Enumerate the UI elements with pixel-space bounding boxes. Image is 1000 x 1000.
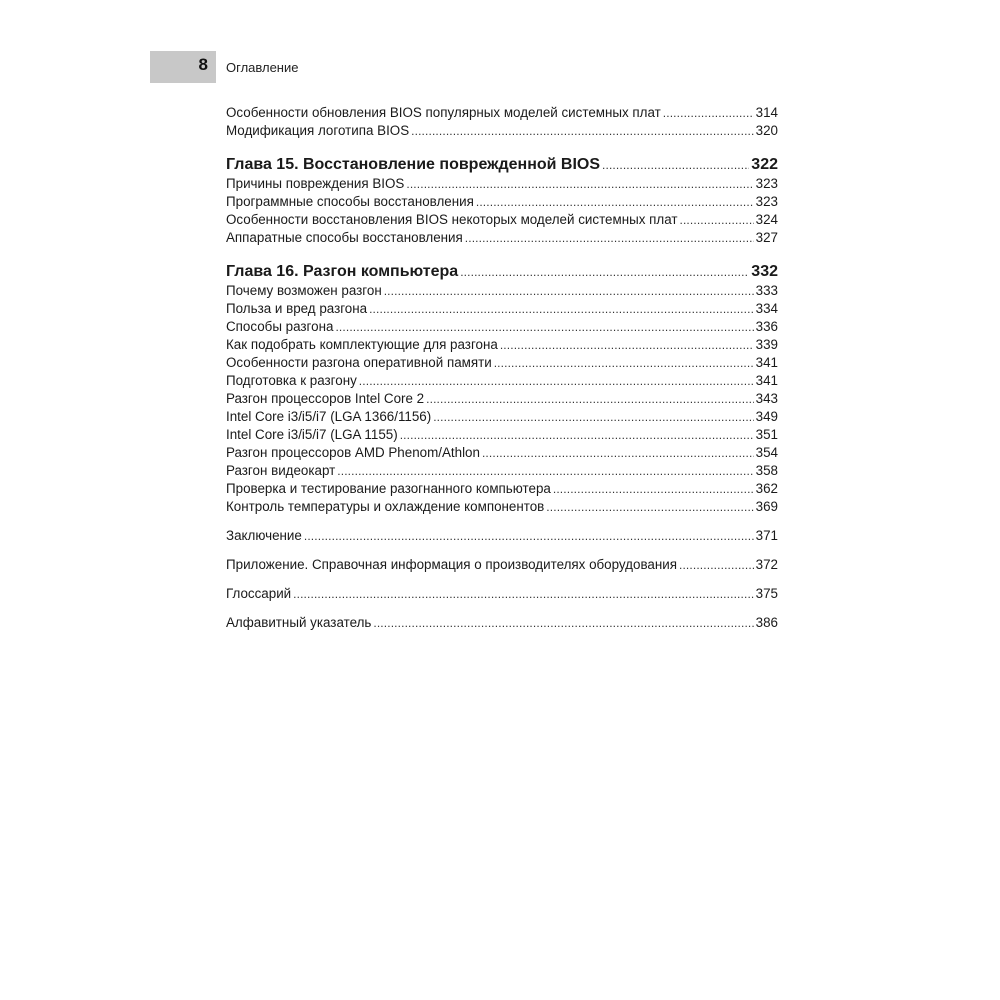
toc-entry-page: 339 <box>755 337 778 352</box>
toc-entry <box>226 354 778 372</box>
toc-entry-title: Особенности обновления BIOS популярных моделей системных плат <box>226 105 661 120</box>
toc-entry <box>226 104 778 122</box>
toc-entry <box>226 122 778 140</box>
toc-entry-page: 314 <box>755 105 778 120</box>
toc-entry-page: 334 <box>755 301 778 316</box>
toc-entry-title: Программные способы восстановления <box>226 194 474 209</box>
toc-entry <box>226 527 778 545</box>
toc-entry <box>226 426 778 444</box>
toc-entry-title: Польза и вред разгона <box>226 301 368 316</box>
dot-leader <box>679 556 754 574</box>
toc-entry-title: Проверка и тестирование разогнанного компьютера <box>226 481 551 496</box>
toc-entry-page: 369 <box>755 499 778 514</box>
toc-entry <box>226 372 778 390</box>
toc-entry-page: 341 <box>755 355 778 370</box>
dot-leader <box>465 229 754 247</box>
toc-entry-title: Заключение <box>226 528 302 543</box>
toc-entry-page: 354 <box>755 445 778 460</box>
toc-entry <box>226 300 778 318</box>
dot-leader <box>359 372 754 390</box>
dot-leader <box>602 155 749 175</box>
toc-entry-page: 333 <box>755 283 778 298</box>
toc-entry-page: 358 <box>755 463 778 478</box>
page-number: 8 <box>198 55 208 74</box>
toc-entry <box>226 229 778 247</box>
toc-entry <box>226 462 778 480</box>
toc-entry-title: Intel Core i3/i5/i7 (LGA 1366/1156) <box>226 409 432 424</box>
toc-entry <box>226 318 778 336</box>
running-title: Оглавление <box>226 60 299 75</box>
dot-leader <box>384 282 754 300</box>
dot-leader <box>663 104 754 122</box>
toc-entry-title: Глава 16. Разгон компьютера <box>226 263 459 280</box>
toc-entry-page: 332 <box>751 263 778 280</box>
toc-entry-page: 323 <box>755 176 778 191</box>
dot-leader <box>680 211 754 229</box>
dot-leader <box>426 390 754 408</box>
toc-entry-page: 351 <box>755 427 778 442</box>
toc-entry-title: Почему возможен разгон <box>226 283 382 298</box>
dot-leader <box>553 480 754 498</box>
toc-entry-page: 375 <box>755 586 778 601</box>
toc-entry-title: Алфавитный указатель <box>226 615 372 630</box>
toc-entry <box>226 480 778 498</box>
toc-chapter-entry <box>226 262 778 282</box>
toc-entry-title: Особенности восстановления BIOS некоторых моделей системных плат <box>226 212 678 227</box>
dot-leader <box>400 426 754 444</box>
toc-entry <box>226 193 778 211</box>
toc-entry-title: Как подобрать комплектующие для разгона <box>226 337 498 352</box>
toc-entry <box>226 408 778 426</box>
toc-entry-title: Причины повреждения BIOS <box>226 176 405 191</box>
toc-entry-title: Способы разгона <box>226 319 334 334</box>
toc-entry <box>226 211 778 229</box>
toc-entry-title: Приложение. Справочная информация о производителях оборудования <box>226 557 677 572</box>
dot-leader <box>476 193 754 211</box>
table-of-contents <box>226 104 778 632</box>
toc-entry-title: Контроль температуры и охлаждение компонентов <box>226 499 545 514</box>
toc-entry-title: Аппаратные способы восстановления <box>226 230 463 245</box>
toc-entry <box>226 336 778 354</box>
toc-entry <box>226 444 778 462</box>
dot-leader <box>293 585 754 603</box>
toc-entry-page: 323 <box>755 194 778 209</box>
dot-leader <box>304 527 754 545</box>
toc-entry-title: Модификация логотипа BIOS <box>226 123 410 138</box>
dot-leader <box>373 614 753 632</box>
dot-leader <box>337 462 753 480</box>
toc-entry <box>226 614 778 632</box>
toc-entry-page: 371 <box>755 528 778 543</box>
toc-entry <box>226 390 778 408</box>
toc-entry-page: 320 <box>755 123 778 138</box>
toc-entry-title: Разгон видеокарт <box>226 463 336 478</box>
dot-leader <box>500 336 754 354</box>
toc-entry-title: Глава 15. Восстановление поврежденной BIOS <box>226 156 601 173</box>
toc-entry-page: 362 <box>755 481 778 496</box>
toc-entry-page: 336 <box>755 319 778 334</box>
toc-entry-title: Глоссарий <box>226 586 292 601</box>
toc-entry-page: 327 <box>755 230 778 245</box>
toc-entry-page: 349 <box>755 409 778 424</box>
toc-entry-title: Разгон процессоров Intel Core 2 <box>226 391 425 406</box>
dot-leader <box>494 354 754 372</box>
toc-entry-page: 343 <box>755 391 778 406</box>
toc-entry <box>226 498 778 516</box>
toc-entry <box>226 175 778 193</box>
toc-entry-page: 324 <box>755 212 778 227</box>
toc-entry-title: Разгон процессоров AMD Phenom/Athlon <box>226 445 480 460</box>
dot-leader <box>460 262 749 282</box>
page-number-tab <box>150 51 216 83</box>
toc-entry-page: 372 <box>755 557 778 572</box>
toc-entry-page: 386 <box>755 615 778 630</box>
toc-entry-title: Подготовка к разгону <box>226 373 357 388</box>
dot-leader <box>411 122 754 140</box>
toc-entry-title: Особенности разгона оперативной памяти <box>226 355 492 370</box>
dot-leader <box>546 498 753 516</box>
toc-entry <box>226 282 778 300</box>
toc-entry <box>226 585 778 603</box>
dot-leader <box>482 444 754 462</box>
dot-leader <box>369 300 754 318</box>
dot-leader <box>335 318 753 336</box>
toc-chapter-entry <box>226 155 778 175</box>
toc-entry-title: Intel Core i3/i5/i7 (LGA 1155) <box>226 427 398 442</box>
dot-leader <box>433 408 753 426</box>
toc-entry-page: 322 <box>751 156 778 173</box>
toc-entry <box>226 556 778 574</box>
toc-entry-page: 341 <box>755 373 778 388</box>
dot-leader <box>406 175 753 193</box>
